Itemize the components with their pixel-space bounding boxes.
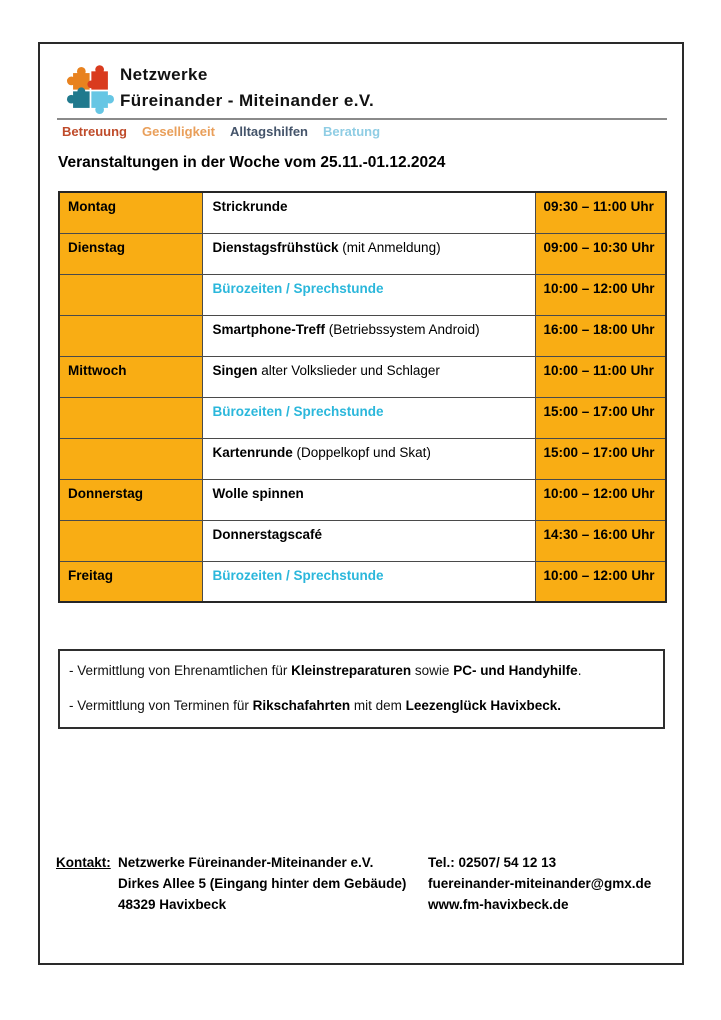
event-cell — [202, 520, 535, 561]
brand-line2: Füreinander - Miteinander e.V. — [120, 91, 375, 110]
contact-address — [118, 852, 406, 915]
schedule-row — [59, 520, 666, 561]
schedule-table-body — [59, 192, 666, 602]
day-cell: Dienstag — [59, 233, 202, 274]
time-cell: 10:00 – 12:00 Uhr — [535, 479, 666, 520]
contact-address-line: Dirkes Allee 5 (Eingang hinter dem Gebäude) — [118, 876, 407, 891]
day-cell — [59, 274, 202, 315]
event-cell — [202, 192, 535, 233]
schedule-row — [59, 192, 666, 233]
page-title: Veranstaltungen in der Woche vom 25.11.-01.12.2024 — [58, 154, 446, 171]
event-name: Smartphone-Treff — [212, 321, 326, 337]
contact-address-line: 48329 Havixbeck — [118, 897, 227, 912]
page-frame — [38, 42, 684, 965]
event-cell — [202, 274, 535, 315]
time-cell: 09:30 – 11:00 Uhr — [535, 192, 666, 233]
event-name: Bürozeiten / Sprechstunde — [212, 280, 384, 296]
nav-item-alltagshilfen[interactable]: Alltagshilfen — [229, 124, 308, 139]
contact-detail-line: www.fm-havixbeck.de — [428, 897, 569, 912]
schedule-row — [59, 274, 666, 315]
contact-label: Kontakt: — [56, 855, 111, 870]
contact-address-line: Netzwerke Füreinander-Miteinander e.V. — [118, 855, 374, 870]
brand-title — [120, 62, 374, 114]
event-name: Singen — [212, 362, 258, 378]
info-line: - Vermittlung von Terminen für Rikschafahrten mit dem Leezenglück Havixbeck. — [69, 698, 561, 713]
schedule-row — [59, 479, 666, 520]
day-cell — [59, 397, 202, 438]
day-cell: Donnerstag — [59, 479, 202, 520]
event-detail: (mit Anmeldung) — [338, 239, 441, 255]
event-detail: (Doppelkopf und Skat) — [292, 444, 431, 460]
nav-item-beratung[interactable]: Beratung — [323, 124, 381, 139]
time-cell: 09:00 – 10:30 Uhr — [535, 233, 666, 274]
event-cell — [202, 397, 535, 438]
time-cell: 16:00 – 18:00 Uhr — [535, 315, 666, 356]
event-name: Dienstagsfrühstück — [212, 239, 339, 255]
event-detail: (Betriebssystem Android) — [325, 321, 480, 337]
day-cell — [59, 438, 202, 479]
contact-detail-line: fuereinander-miteinander@gmx.de — [428, 876, 652, 891]
time-cell: 10:00 – 11:00 Uhr — [535, 356, 666, 397]
time-cell: 15:00 – 17:00 Uhr — [535, 397, 666, 438]
info-line: - Vermittlung von Ehrenamtlichen für Kleinstreparaturen sowie PC- und Handyhilfe. — [69, 663, 582, 678]
event-name: Bürozeiten / Sprechstunde — [212, 403, 384, 419]
event-cell — [202, 233, 535, 274]
schedule-row — [59, 315, 666, 356]
day-cell: Montag — [59, 192, 202, 233]
time-cell: 10:00 – 12:00 Uhr — [535, 561, 666, 602]
event-cell — [202, 356, 535, 397]
schedule-row — [59, 561, 666, 602]
time-cell: 14:30 – 16:00 Uhr — [535, 520, 666, 561]
day-cell — [59, 315, 202, 356]
puzzle-logo-icon — [60, 57, 114, 117]
day-cell: Mittwoch — [59, 356, 202, 397]
brand-line1: Netzwerke — [120, 65, 208, 84]
event-name: Strickrunde — [212, 199, 288, 214]
schedule-row — [59, 233, 666, 274]
day-cell: Freitag — [59, 561, 202, 602]
nav-item-betreuung[interactable]: Betreuung — [62, 124, 127, 139]
info-box — [58, 649, 665, 729]
event-cell — [202, 438, 535, 479]
schedule-row — [59, 438, 666, 479]
event-name: Bürozeiten / Sprechstunde — [212, 567, 384, 583]
nav — [62, 124, 395, 139]
schedule-row — [59, 397, 666, 438]
time-cell: 15:00 – 17:00 Uhr — [535, 438, 666, 479]
nav-item-geselligkeit[interactable]: Geselligkeit — [142, 124, 215, 139]
time-cell: 10:00 – 12:00 Uhr — [535, 274, 666, 315]
day-cell — [59, 520, 202, 561]
event-name: Donnerstagscafé — [212, 526, 323, 542]
event-cell — [202, 561, 535, 602]
contact-details — [428, 852, 651, 915]
event-cell — [202, 479, 535, 520]
event-name: Kartenrunde — [212, 444, 293, 460]
header-divider — [57, 118, 667, 120]
event-cell — [202, 315, 535, 356]
schedule-row — [59, 356, 666, 397]
contact-detail-line: Tel.: 02507/ 54 12 13 — [428, 855, 557, 870]
event-detail: alter Volkslieder und Schlager — [257, 362, 440, 378]
schedule-table — [58, 191, 667, 603]
event-name: Wolle spinnen — [212, 485, 304, 501]
